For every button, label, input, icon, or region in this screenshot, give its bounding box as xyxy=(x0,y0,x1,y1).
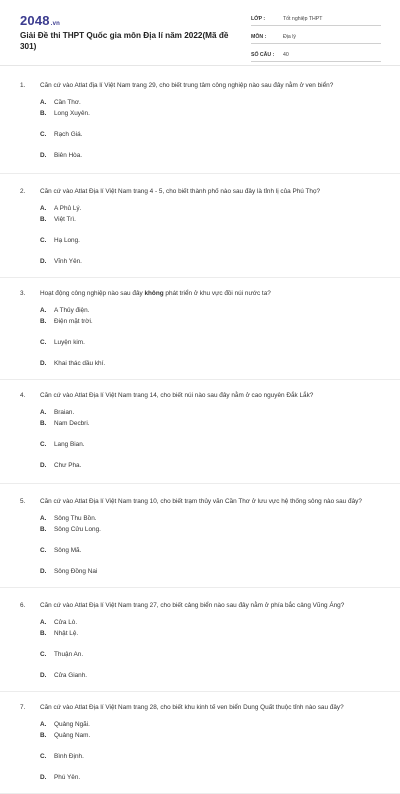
option-text: Việt Trì. xyxy=(54,216,76,223)
option-letter: A. xyxy=(40,205,47,212)
option-letter: D. xyxy=(40,360,47,367)
answer-option[interactable] xyxy=(40,358,212,369)
option-text: Nam Decbri. xyxy=(54,420,90,427)
site-logo[interactable] xyxy=(20,13,60,28)
question-text-part: phát triển ở khu vực đồi núi nước ta? xyxy=(163,290,271,297)
logo-text: 2048 xyxy=(20,13,50,28)
option-letter: C. xyxy=(40,339,47,346)
answer-option[interactable] xyxy=(40,305,212,316)
answer-option[interactable] xyxy=(40,108,212,119)
question-number: 4. xyxy=(20,392,26,399)
option-letter: D. xyxy=(40,774,47,781)
answer-option[interactable] xyxy=(40,719,212,730)
answer-option[interactable] xyxy=(40,460,212,471)
option-letter: C. xyxy=(40,441,47,448)
meta-row-subject xyxy=(251,31,381,44)
answer-options xyxy=(20,97,380,161)
option-letter: D. xyxy=(40,258,47,265)
option-letter: B. xyxy=(40,110,47,117)
meta-value: 40 xyxy=(283,52,289,58)
answer-option[interactable] xyxy=(40,150,212,161)
question-item xyxy=(0,588,400,692)
answer-options xyxy=(20,513,380,577)
option-letter: A. xyxy=(40,99,47,106)
option-text: Hạ Long. xyxy=(54,237,80,244)
answer-options xyxy=(20,203,380,267)
option-letter: B. xyxy=(40,318,47,325)
answer-option[interactable] xyxy=(40,439,212,450)
answer-option[interactable] xyxy=(40,129,212,140)
answer-options xyxy=(20,719,380,783)
option-text: Biên Hòa. xyxy=(54,152,83,159)
option-text: Sông Mã. xyxy=(54,547,82,554)
option-letter: B. xyxy=(40,216,47,223)
option-letter: C. xyxy=(40,651,47,658)
question-item xyxy=(0,692,400,794)
answer-options xyxy=(20,305,380,369)
question-item xyxy=(0,278,400,380)
question-text xyxy=(20,288,380,299)
question-text xyxy=(20,600,380,611)
answer-option[interactable] xyxy=(40,203,212,214)
option-letter: B. xyxy=(40,732,47,739)
exam-meta xyxy=(251,13,381,67)
option-letter: D. xyxy=(40,462,47,469)
question-number: 2. xyxy=(20,188,26,195)
answer-options xyxy=(20,407,380,471)
answer-option[interactable] xyxy=(40,418,212,429)
answer-option[interactable] xyxy=(40,524,212,535)
question-text-part: Căn cứ vào Atlat địa lí Việt Nam trang 29, cho biết trung tâm công nghiệp nào sau đây nằm ở ven biển? xyxy=(40,82,334,89)
answer-option[interactable] xyxy=(40,628,212,639)
question-number: 6. xyxy=(20,602,26,609)
option-letter: C. xyxy=(40,547,47,554)
option-text: Cửa Lò. xyxy=(54,619,78,626)
question-item xyxy=(0,174,400,278)
option-letter: A. xyxy=(40,721,47,728)
meta-label: LỚP : xyxy=(251,16,266,22)
question-text-part: Căn cứ vào Atlat Địa lí Việt Nam trang 10, cho biết trạm thủy văn Cần Thơ ở lưu vực hệ thống sông nào sau đây? xyxy=(40,498,362,505)
option-text: Sông Cửu Long. xyxy=(54,526,101,533)
question-text xyxy=(20,390,380,401)
option-text: Luyện kim. xyxy=(54,339,85,346)
question-text-part: Căn cứ vào Atlat Địa lí Việt Nam trang 27, cho biết cảng biển nào sau đây nằm ở phía bắc cảng Vũng Áng? xyxy=(40,602,345,609)
meta-row-class xyxy=(251,13,381,26)
answer-option[interactable] xyxy=(40,566,212,577)
answer-option[interactable] xyxy=(40,407,212,418)
option-text: Phú Yên. xyxy=(54,774,81,781)
option-text: A Thủy điện. xyxy=(54,307,90,314)
option-text: Thuận An. xyxy=(54,651,84,658)
answer-option[interactable] xyxy=(40,337,212,348)
option-letter: B. xyxy=(40,526,47,533)
option-text: Điện mặt trời. xyxy=(54,318,93,325)
question-item xyxy=(0,484,400,588)
question-number: 5. xyxy=(20,498,26,505)
answer-option[interactable] xyxy=(40,751,212,762)
meta-row-count xyxy=(251,49,381,62)
option-text: Rạch Giá. xyxy=(54,131,83,138)
option-text: Cửa Gianh. xyxy=(54,672,88,679)
question-emphasis: không xyxy=(144,290,164,297)
option-text: Vĩnh Yên. xyxy=(54,258,82,265)
question-text xyxy=(20,702,380,713)
option-letter: D. xyxy=(40,152,47,159)
meta-value: Tốt nghiệp THPT xyxy=(283,16,323,22)
answer-option[interactable] xyxy=(40,649,212,660)
option-text: Quảng Ngãi. xyxy=(54,721,90,728)
question-list xyxy=(0,66,400,794)
meta-label: SỐ CÂU : xyxy=(251,52,275,58)
question-item xyxy=(0,66,400,174)
question-number: 7. xyxy=(20,704,26,711)
option-text: Nhật Lệ. xyxy=(54,630,79,637)
option-text: Quảng Nam. xyxy=(54,732,91,739)
option-text: Chư Pha. xyxy=(54,462,82,469)
option-text: Braian. xyxy=(54,409,75,416)
option-text: Bình Định. xyxy=(54,753,84,760)
option-letter: D. xyxy=(40,672,47,679)
answer-option[interactable] xyxy=(40,235,212,246)
meta-value: Địa lý xyxy=(283,34,296,40)
answer-option[interactable] xyxy=(40,97,212,108)
question-number: 3. xyxy=(20,290,26,297)
answer-option[interactable] xyxy=(40,772,212,783)
answer-option[interactable] xyxy=(40,316,212,327)
document-title: Giải Đề thi THPT Quốc gia môn Địa lí năm 2022(Mã đề 301) xyxy=(20,31,229,51)
answer-option[interactable] xyxy=(40,617,212,628)
answer-option[interactable] xyxy=(40,730,212,741)
question-item xyxy=(0,380,400,484)
question-text xyxy=(20,186,380,197)
option-letter: A. xyxy=(40,307,47,314)
meta-label: MÔN : xyxy=(251,34,267,40)
option-text: Long Xuyên. xyxy=(54,110,90,117)
option-letter: A. xyxy=(40,619,47,626)
option-letter: C. xyxy=(40,237,47,244)
answer-options xyxy=(20,617,380,681)
logo-tld: .vn xyxy=(50,21,61,27)
question-text-part: Căn cứ vào Atlat Địa lí Việt Nam trang 14, cho biết núi nào sau đây nằm ở cao nguyên Đắk Lắk? xyxy=(40,392,314,399)
answer-option[interactable] xyxy=(40,545,212,556)
answer-option[interactable] xyxy=(40,513,212,524)
option-letter: D. xyxy=(40,568,47,575)
question-text-part: Căn cứ vào Atlat Địa lí Việt Nam trang 28, cho biết khu kinh tế ven biển Dung Quất thuộc tỉnh nào sau đây? xyxy=(40,704,344,711)
document-header xyxy=(0,0,400,66)
answer-option[interactable] xyxy=(40,670,212,681)
option-text: Cần Thơ. xyxy=(54,99,81,106)
question-text xyxy=(20,496,380,507)
answer-option[interactable] xyxy=(40,214,212,225)
question-text-part: Hoạt động công nghiệp nào sau đây xyxy=(40,290,145,297)
option-letter: C. xyxy=(40,753,47,760)
option-text: Sông Thu Bồn. xyxy=(54,515,97,522)
option-letter: C. xyxy=(40,131,47,138)
question-text-part: Căn cứ vào Atlat Địa lí Việt Nam trang 4 - 5, cho biết thành phố nào sau đây là tỉnh lị của Phú Thọ? xyxy=(40,188,321,195)
option-letter: B. xyxy=(40,420,47,427)
option-text: Lang Bian. xyxy=(54,441,85,448)
answer-option[interactable] xyxy=(40,256,212,267)
option-text: A Phủ Lý. xyxy=(54,205,82,212)
question-number: 1. xyxy=(20,82,26,89)
option-text: Sông Đồng Nai xyxy=(54,568,98,575)
option-letter: A. xyxy=(40,515,47,522)
option-letter: A. xyxy=(40,409,47,416)
option-letter: B. xyxy=(40,630,47,637)
option-text: Khai thác dầu khí. xyxy=(54,360,106,367)
question-text xyxy=(20,80,380,91)
